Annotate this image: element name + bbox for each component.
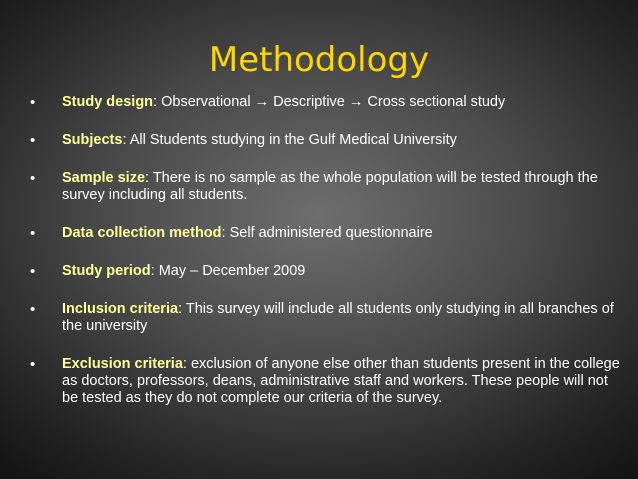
bullet-text: There is no sample as the whole population will be tested through the survey including all students. <box>62 170 598 203</box>
bullet-term: Inclusion criteria <box>62 301 179 317</box>
bullet-text: Cross sectional study <box>363 94 506 110</box>
bullet-separator: : <box>122 132 130 148</box>
arrow-right-icon: → <box>348 94 364 110</box>
slide-title: Methodology <box>208 40 430 80</box>
bullet-list <box>30 94 626 426</box>
bullet-separator: : <box>221 225 230 241</box>
bullet-separator: : <box>153 94 162 110</box>
bullet-sample-size <box>30 170 626 204</box>
bullet-term: Data collection method <box>62 225 222 241</box>
bullet-term: Study period <box>62 263 151 279</box>
bullet-icon: • <box>30 301 36 318</box>
bullet-separator: : <box>178 301 186 317</box>
bullet-icon: • <box>30 170 36 187</box>
bullet-subjects <box>30 132 626 149</box>
bullet-text: Observational <box>161 94 255 110</box>
bullet-icon: • <box>30 225 36 242</box>
bullet-term: Exclusion criteria <box>62 356 183 372</box>
bullet-exclusion-criteria <box>30 356 626 407</box>
bullet-text: All Students studying in the Gulf Medical University <box>129 132 457 148</box>
bullet-icon: • <box>30 132 36 149</box>
bullet-icon: • <box>30 94 36 111</box>
bullet-term: Sample size <box>62 170 146 186</box>
bullet-separator: : <box>145 170 153 186</box>
bullet-text: exclusion of anyone else other than students present in the college as doctors, professors, deans, administrative staff and workers. These people will not be tested as they do not complete our criteria of the survey. <box>62 356 620 406</box>
bullet-term: Study design <box>62 94 154 110</box>
bullet-term: Subjects <box>62 132 123 148</box>
bullet-inclusion-criteria <box>30 301 626 335</box>
bullet-study-design <box>30 94 626 111</box>
bullet-text: Descriptive <box>269 94 349 110</box>
bullet-icon: • <box>30 263 36 280</box>
bullet-separator: : <box>150 263 159 279</box>
bullet-data-collection-method <box>30 225 626 242</box>
bullet-separator: : <box>182 356 191 372</box>
arrow-right-icon: → <box>254 94 270 110</box>
bullet-study-period <box>30 263 626 280</box>
bullet-text: May – December 2009 <box>158 263 306 279</box>
bullet-icon: • <box>30 356 36 373</box>
bullet-text: Self administered questionnaire <box>229 225 433 241</box>
bullet-text: This survey will include all students only studying in all branches of the university <box>62 301 614 334</box>
